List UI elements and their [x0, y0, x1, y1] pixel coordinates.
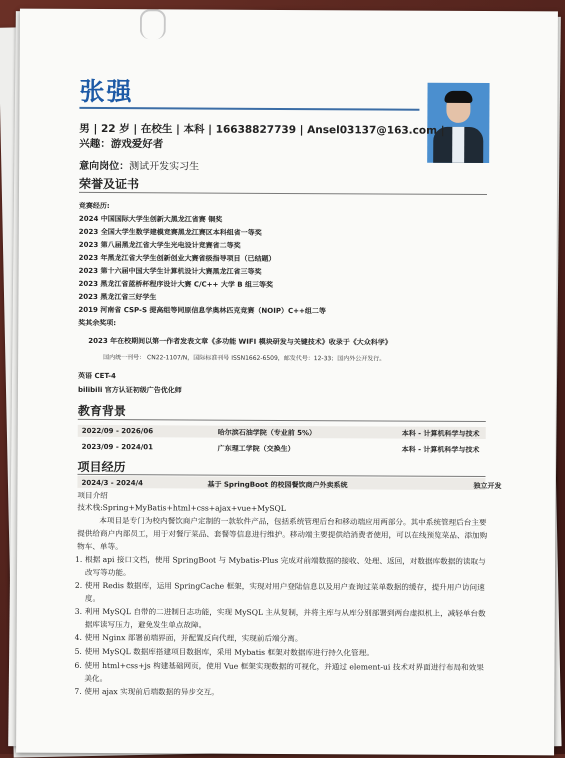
section-title-honors: 荣誉及证书 — [78, 176, 140, 192]
award-item: 2024 中国国际大学生创新大黑龙江省赛 铜奖 — [78, 214, 223, 224]
resume-page — [16, 9, 558, 756]
english-cert: 英语 CET-4 — [78, 371, 116, 381]
section-title-education: 教育背景 — [77, 403, 126, 419]
name-divider — [79, 107, 419, 111]
project-description: 本项目是专门为校内餐饮商户定制的一款软件产品，包括系统管理后台和移动端应用两部分。其中系统管理后台主要提供给商户内部员工，用于对餐厅菜品、套餐等信息进行维护。移动端主要提供给消费者使用，可以在线预览菜品、添加购物车、单等。 — [77, 516, 488, 552]
project-bullet: 4. 使用 Nginx 部署前端界面，并配置反向代理，实现前后端分离。 — [74, 632, 303, 644]
interests: 兴趣：游戏爱好者 — [79, 137, 164, 151]
award-item: 2023 第十六届中国大学生计算机设计大赛黑龙江省三等奖 — [78, 266, 262, 276]
education-major: 本科 - 计算机科学与技术 — [401, 445, 480, 455]
target-position: 意向岗位：测试开发实习生 — [79, 160, 200, 173]
award-item: 2023 全国大学生数学建模竞赛黑龙江赛区本科组省一等奖 — [78, 227, 262, 237]
article-item: 2023 年在校期间以第一作者发表文章《多功能 WIFI 模块研发与关键技术》收录于《大众科学》 — [88, 336, 392, 347]
competitions-label: 竞赛经历: — [78, 201, 110, 211]
project-tech-stack: 技术栈:Spring+MyBatis+html+css+ajax+vue+MySQL — [77, 502, 286, 513]
section-divider — [78, 419, 486, 422]
journal-info: 国内统一刊号： CN22-1107/N，国际标准刊号 ISSN1662-6509，邮发代号：12-33；国内外公开发行。 — [103, 354, 386, 363]
other-awards-label: 奖其余奖项: — [78, 318, 117, 328]
project-intro-label: 项目介绍 — [77, 490, 108, 501]
education-date: 2023/09 - 2024/01 — [81, 442, 154, 452]
award-item: 2023 黑龙江省三好学生 — [78, 292, 157, 302]
education-school: 广东理工学院（交换生） — [217, 444, 295, 454]
paper-clip-icon — [140, 9, 166, 39]
project-bullet: 5. 使用 MySQL 数据库搭建项目数据库，采用 Mybatis 框架对数据库进行持久化管理。 — [74, 646, 374, 658]
bilibili-cert: bilibili 官方认证初级广告优化师 — [77, 385, 182, 395]
award-item: 2023 年黑龙江省大学生创新创业大赛省级指导项目（已结题） — [78, 253, 276, 263]
education-major: 本科 - 计算机科学与技术 — [401, 429, 480, 439]
project-bullet: 7. 使用 ajax 实现前后端数据的异步交互。 — [74, 686, 219, 697]
award-item: 2019 河南省 CSP-S 提高组等同原信息学奥林匹克竞赛（NOIP）C++组二等 — [78, 305, 326, 316]
project-name: 基于 SpringBoot 的校园餐饮商户外卖系统 — [207, 480, 348, 490]
project-bullet: 3. 利用 MySQL 自带的二进制日志功能，实现 MySQL 主从复制，并将主库与从库分别部署到两台虚拟机上，减轻单台数据库读写压力，避免发生单点故障。 — [74, 606, 486, 630]
resume-name: 张强 — [79, 76, 134, 107]
education-school: 哈尔滨石油学院（专业前 5%） — [217, 428, 317, 438]
contact-info: 男 | 22 岁 | 在校生 | 本科 | 16638827739 | Ansel03137@163.com | — [79, 122, 445, 137]
project-bullet: 2. 使用 Redis 数据库，运用 SpringCache 框架，实现对用户登陆信息以及用户查询过菜单数据的缓存，提升用户访问速度。 — [74, 580, 485, 603]
project-date: 2024/3 - 2024/4 — [81, 478, 144, 488]
section-divider — [79, 192, 487, 195]
project-role: 独立开发 — [473, 481, 502, 491]
project-bullet: 6. 使用 html+css+js 构建基础网页，使用 Vue 框架实现数据的可视化，并通过 element-ui 技术对界面进行布局和效果美化。 — [74, 660, 484, 683]
award-item: 2023 第八届黑龙江省大学生光电设计竞赛省二等奖 — [78, 240, 241, 250]
education-date: 2022/09 - 2026/06 — [81, 426, 154, 436]
project-bullet: 1. 根据 api 接口文档，使用 SpringBoot 与 Mybatis-Plus 完成对前端数据的接收、处理、返回，对数据库数据的读取与改写等功能。 — [75, 554, 486, 577]
award-item: 2023 黑龙江省蓝桥杯程序设计大赛 C/C++ 大学 B 组三等奖 — [78, 279, 274, 289]
section-title-projects: 项目经历 — [77, 459, 126, 475]
